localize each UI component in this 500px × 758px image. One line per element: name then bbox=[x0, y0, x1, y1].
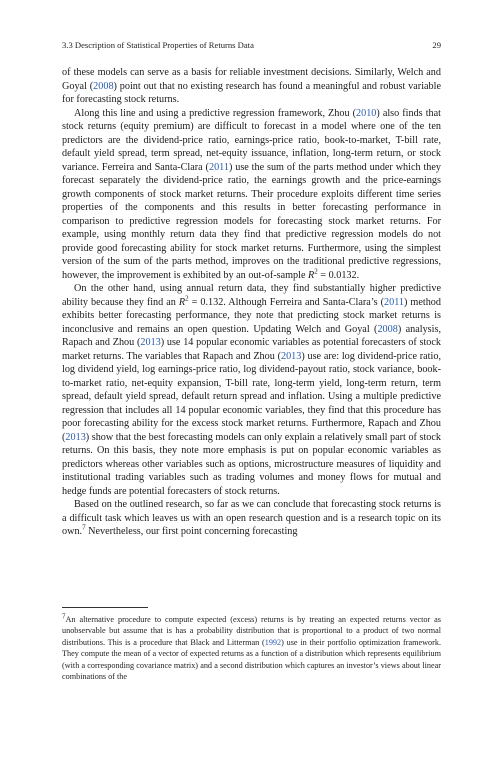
footnote bbox=[62, 614, 441, 682]
text-run: ) point out that no existing research has found a meaningful and robust variable for forecasting stock returns. bbox=[62, 80, 441, 105]
text-run: ) show that the best forecasting models can only explain a relatively small part of stock returns. On this basis, they note more emphasis is put on popular economic variables as predictors whereas other variables such as options, microstructure measures of liquidity and institutional trading variables such as trading volumes and money flows for mutual and hedge funds are potential forecasters of stock returns. bbox=[62, 431, 441, 497]
text-run: Based on the outlined research, so far as we can conclude that forecasting stock returns is a difficult task which leaves us with an open research question and is a research topic on its own. bbox=[62, 499, 441, 537]
text-run: = 0.132. Although Ferreira and Santa-Clara’s ( bbox=[188, 296, 385, 308]
footnote-text bbox=[62, 614, 441, 682]
citation-link[interactable]: 2010 bbox=[356, 107, 377, 119]
math-symbol: R bbox=[308, 269, 315, 281]
superscript: 2 bbox=[185, 294, 189, 303]
text-run: ) use are: log dividend-price ratio, log dividend yield, log earnings-price ratio, log dividend-payout ratio, stock variance, book-to-market ratio, net-equity expansion, T-bill rate, long-term yield, long-term return, term spread, default yield spread, default return spread and inflation. Using a multiple predictive regression that includes all 14 popular economic variables, they find that this procedure has poor forecasting ability for the excess stock market returns. Furthermore, Rapach and Zhou ( bbox=[62, 350, 441, 443]
running-header bbox=[62, 40, 441, 54]
text-run: ) method exhibits better forecasting performance, they note that predicting stock market returns is inconclusive and remains an open question. Updating Welch and Goyal ( bbox=[62, 296, 441, 335]
text-run: = 0.0132. bbox=[317, 269, 360, 281]
paragraph-2 bbox=[62, 107, 441, 283]
citation-link[interactable]: 1992 bbox=[264, 637, 282, 647]
citation-link[interactable]: 2013 bbox=[65, 431, 86, 443]
main-text bbox=[62, 66, 441, 539]
citation-link[interactable]: 2013 bbox=[280, 350, 302, 362]
text-run: On the other hand, using annual return data, they find substantially higher predictive ability because they find an bbox=[62, 283, 441, 308]
paragraph-3 bbox=[62, 282, 441, 498]
text-run: Nevertheless, our first point concerning forecasting bbox=[85, 526, 298, 537]
text-run: ) use in their portfolio optimization framework. They compute the mean of a vector of expected returns as a function of a distribution which represents equilibrium (with a corresponding covariance matrix) and a second distribution which captures an investor’s views about linear combinations of the bbox=[62, 637, 441, 682]
superscript: 2 bbox=[314, 267, 318, 276]
paragraph-4 bbox=[62, 498, 441, 539]
footnote-number: 7 bbox=[62, 612, 66, 621]
text-run: An alternative procedure to compute expected (excess) returns is by treating an expected returns vector as unobservable but assume that is has a probability distribution that is proportional to a product of two normal distributions. This is a procedure that Black and Litterman ( bbox=[62, 615, 441, 647]
footnote-divider bbox=[62, 607, 148, 608]
text-run: of these models can serve as a basis for reliable investment decisions. Similarly, Welch and Goyal ( bbox=[62, 67, 441, 92]
text-run: Along this line and using a predictive regression framework, Zhou ( bbox=[74, 107, 356, 119]
citation-link[interactable]: 2013 bbox=[140, 337, 161, 348]
citation-link[interactable]: 2008 bbox=[377, 323, 398, 335]
text-run: ) also finds that stock returns (equity premium) are difficult to forecast in a model where one of the ten predictors are the dividend-price ratio, earnings-price ratio, book-to-market, T-bill rate, default yield spread, term spread, net-equity issuance, inflation, long-term return, or stock variance. Ferreira and Santa-Clara ( bbox=[62, 107, 441, 173]
section-title: 3.3 Description of Statistical Properties of Returns Data bbox=[62, 40, 254, 50]
paragraph-1 bbox=[62, 66, 441, 107]
text-run: ) use the sum of the parts method under which they forecast separately the dividend-price ratio, the earnings growth and the price-earnings growth components of stock market returns. Their procedure exploits different time series properties of the components and this results in better forecasting performance in comparison to predictive regression models for forecasting stock market returns. For example, using monthly return data they find that predictive regression models do not provide good forecasting ability for stock market returns. Furthermore, using the simplest version of the sum of the parts method, improves on the traditional predictive regressions, however, the improvement is exhibited by an out-of-sample bbox=[62, 161, 441, 281]
math-symbol: R bbox=[178, 296, 186, 308]
citation-link[interactable]: 2011 bbox=[384, 296, 405, 308]
text-run: ) analysis, Rapach and Zhou ( bbox=[62, 323, 441, 348]
citation-link[interactable]: 2011 bbox=[208, 161, 229, 173]
text-run: ) use 14 popular economic variables as potential forecasters of stock market returns. The variables that Rapach and Zhou ( bbox=[62, 337, 441, 362]
footnote-marker[interactable]: 7 bbox=[82, 523, 86, 532]
citation-link[interactable]: 2008 bbox=[93, 80, 114, 92]
page-number: 29 bbox=[432, 40, 441, 50]
